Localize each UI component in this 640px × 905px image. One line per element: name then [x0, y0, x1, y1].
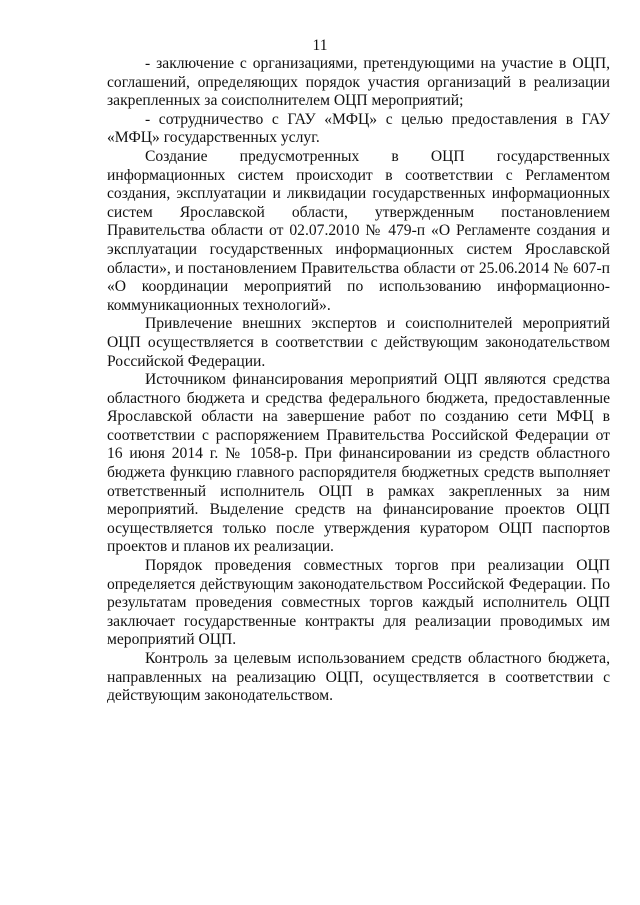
- paragraph-mfc-cooperation: - сотрудничество с ГАУ «МФЦ» с целью предоставления в ГАУ «МФЦ» государственных услуг.: [107, 110, 610, 147]
- paragraph-budget-control: Контроль за целевым использованием средств областного бюджета, направленных на реализацию ОЦП, осуществляется в соответствии с действующим законодательством.: [107, 650, 610, 705]
- paragraph-joint-tenders: Порядок проведения совместных торгов при реализации ОЦП определяется действующим законодательством Российской Федерации. По результатам проведения совместных торгов каждый исполнитель ОЦП заключает государственные контракты для реализации проводимых им мероприятий ОЦП.: [107, 557, 610, 649]
- page-number: 11: [312, 37, 328, 54]
- paragraph-financing-sources: Источником финансирования мероприятий ОЦП являются средства областного бюджета и средства федерального бюджета, предоставленные Ярославской области на завершение работ по созданию сети МФЦ в соответствии с распоряжением Правительства Российской Федерации от 16 июня 2014 г. № 1058-р. При финансировании из средств областного бюджета функцию главного распорядителя бюджетных средств выполняет ответственный исполнитель ОЦП в рамках закрепленных за ним мероприятий. Выделение средств на финансирование проектов ОЦП осуществляется только после утверждения куратором ОЦП паспортов проектов и планов их реализации.: [107, 371, 610, 556]
- paragraph-external-experts: Привлечение внешних экспертов и соисполнителей мероприятий ОЦП осуществляется в соответствии с действующим законодательством Российской Федерации.: [107, 315, 610, 370]
- paragraph-information-systems: Создание предусмотренных в ОЦП государственных информационных систем происходит в соответствии с Регламентом создания, эксплуатации и ликвидации государственных информационных систем Ярославской области, утвержденным постановлением Правительства области от 02.07.2010 № 479-п «О Регламенте создания и эксплуатации государственных информационных систем Ярославской области», и постановлением Правительства области от 25.06.2014 № 607-п «О координации мероприятий по использованию информационно-коммуникационных технологий».: [107, 147, 610, 314]
- paragraph-agreements: - заключение с организациями, претендующими на участие в ОЦП, соглашений, определяющих порядок участия организаций в реализации закрепленных за соисполнителем ОЦП мероприятий;: [107, 55, 610, 110]
- document-body: [107, 55, 610, 706]
